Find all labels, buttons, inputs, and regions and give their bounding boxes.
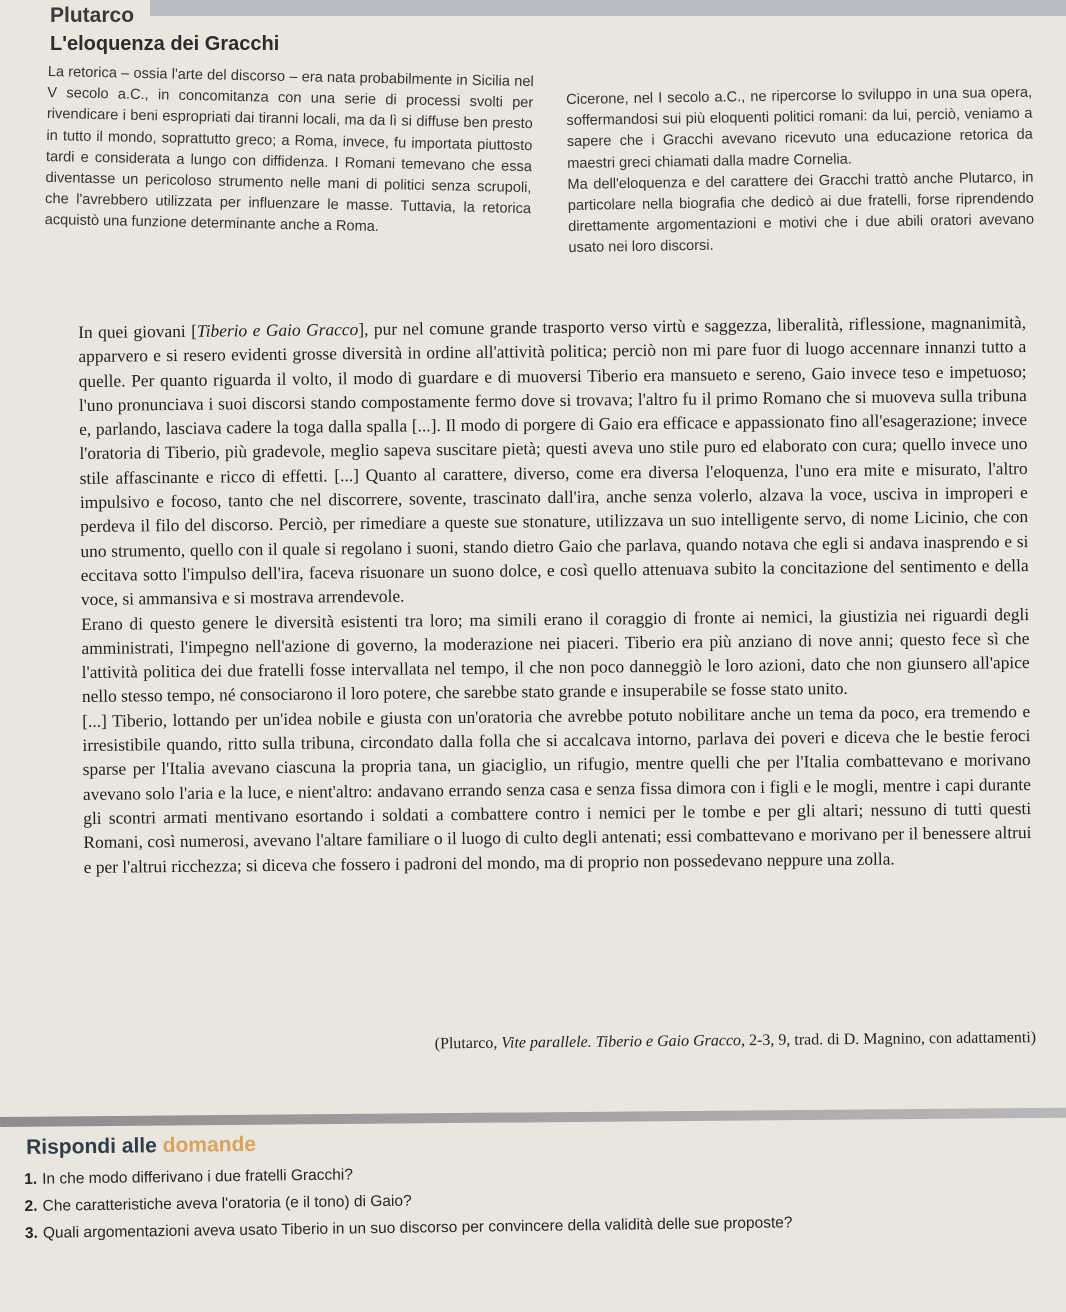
excerpt-text: ], pur nel comune grande trasporto verso virtù e saggezza, liberalità, riflessione, magnanimità, apparvero e si resero evidenti grosse diversità in ordine all'attività politica; perciò non mi pare fuor di luogo accennare innanzi tutto a quelle. Per quanto riguarda il volto, il modo di guardare e di muoversi Tiberio era mansueto e sereno, Gaio invece teso e impetuoso; l'uno pronunciava i suoi discorsi stando compostamente fermo dove si trovava; l'altro fu il primo Romano che si muoveva sulla tribuna e, parlando, lasciava cadere la toga dalla spalla [...]. Il modo di porgere di Gaio era efficace e appassionato fino all'esagerazione; invece l'oratoria di Tiberio, più gradevole, meglio sapeva suscitare pietà; questi aveva uno stile puro ed elaborato con cura; quello invece uno stile affascinante e ricco di effetti. [...] Quanto al carattere, diverso, come era diversa l'eloquenza, l'uno era mite e misurato, l'altro impulsivo e focoso, tanto che nel discorrere, sovente, trascinato dall'ira, anche senza volerlo, alzava la voce, usciva in improperi e perdeva il filo del discorso. Perciò, per rimediare a queste sue stonature, utilizzava un suo intelligente servo, di nome Licinio, che con uno strumento, quello con il quale si regolano i suoni, stando dietro Gaio che parlava, quando notava che egli si andava inasprendo e si eccitava sotto l'impulso dell'ira, faceva risuonare un suono dolce, e così quello attenuava subito la concitazione del sentimento e della voce, si ammansiva e si mostrava arrendevole. bbox=[78, 312, 1029, 610]
excerpt-paragraph: [...] Tiberio, lottando per un'idea nobile e giusta con un'oratoria che avrebbe potuto nobilitare anche un tema da poco, era tremendo e irresistibile quando, ritto sulla tribuna, circondato dalla folla che si accalcava intorno, parlava dei poveri e diceva che le bestie feroci sparse per l'Italia avevano ciascuna la propria tana, un giaciglio, un rifugio, mentre quelli che per l'Italia combattevano e morivano avevano solo l'aria e la luce, e nient'altro: andavano errando senza casa e senza fissa dimora con i figli e le mogli, mentre i capi durante gli scontri armati mentivano esortando i soldati a combattere contro i nemici per le tombe e per gli altari; nessuno di tutti questi Romani, così numerosi, avevano l'altare familiare o il luogo di culto degli antenati; essi combattevano e morivano per il benessere altrui e per l'altrui ricchezza; si diceva che fossero i padroni del mondo, ma di proprio non possedevano neppure una zolla. bbox=[82, 700, 1032, 877]
citation-suffix: , 2-3, 9, trad. di D. Magnino, con adattamenti) bbox=[740, 1029, 1037, 1050]
intro-paragraph: La retorica – ossia l'arte del discorso – era nata probabilmente in Sicilia nel V secolo a.C., in concomitanza con una serie di processi svolti per rivendicare i beni espropriati dai tiranni locali, ma da lì si diffuse ben presto in tutto il mondo, soprattutto greco; a Roma, invece, fu importata piuttosto tardi e considerata a lungo con diffidenza. I Romani temevano che essa diventasse un pericoloso strumento nelle mani di politici senza scrupoli, che l'avrebbero utilizzata per influenzare le masse. Tuttavia, la retorica acquistò una funzione determinante anche a Roma. bbox=[44, 63, 534, 236]
questions-list bbox=[24, 1152, 1025, 1247]
intro-paragraph: Cicerone, nel I secolo a.C., ne ripercorse lo sviluppo in una sua opera, soffermandosi sui più eloquenti politici romani: da lui, perciò, veniamo a sapere che i Gracchi avevano ricevuto una educazione retorica da maestri greci chiamati dalla madre Cornelia. bbox=[566, 84, 1033, 172]
intro-right-column bbox=[566, 83, 1035, 260]
top-color-band bbox=[150, 0, 1066, 16]
author-name: Plutarco bbox=[50, 4, 135, 27]
question-text: Che caratteristiche aveva l'oratoria (e il tono) di Gaio? bbox=[42, 1192, 412, 1215]
question-number: 1. bbox=[24, 1170, 38, 1188]
intro-paragraph: Ma dell'eloquenza e del carattere dei Gracchi trattò anche Plutarco, in particolare nella biografia che dedicò ai due fratelli, forse riprendendo direttamente argomentazioni e motivi che i due abili oratori avevano usato nei loro discorsi. bbox=[567, 169, 1035, 257]
questions-heading bbox=[26, 1133, 256, 1160]
citation-prefix: (Plutarco, bbox=[434, 1034, 502, 1053]
excerpt-text: In quei giovani [ bbox=[78, 320, 198, 342]
question-text: Quali argomentazioni aveva usato Tiberio in un suo discorso per convincere della validità delle sue proposte? bbox=[42, 1214, 793, 1242]
section-divider bbox=[0, 1108, 1066, 1127]
heading-text: Rispondi alle bbox=[26, 1134, 163, 1159]
excerpt-paragraph bbox=[78, 310, 1029, 611]
excerpt-paragraph: Erano di questo genere le diversità esistenti tra loro; ma simili erano il coraggio di fronte ai nemici, la giustizia nei riguardi degli amministrati, l'impegno nell'azione di governo, la moderazione nei piaceri. Tiberio era più anziano di nove anni; questo fece sì che l'attività politica dei due fratelli fosse intervallata nel tempo, il che non poco danneggiò le loro azioni, dato che non giunsero all'apice nello stesso tempo, né consociarono il loro potere, che sarebbe stato grande e insuperabile se fosse stato unito. bbox=[81, 603, 1030, 707]
section-title: L'eloquenza dei Gracchi bbox=[50, 33, 280, 55]
heading-accent-text: domande bbox=[162, 1132, 257, 1158]
source-citation bbox=[376, 1029, 1036, 1054]
question-number: 3. bbox=[24, 1224, 38, 1242]
excerpt-italic-names: Tiberio e Gaio Gracco bbox=[196, 319, 359, 341]
question-text: In che modo differivano i due fratelli Gracchi? bbox=[42, 1166, 354, 1188]
citation-work: Vite parallele. Tiberio e Gaio Gracco bbox=[501, 1032, 742, 1052]
intro-left-column bbox=[44, 62, 533, 242]
question-number: 2. bbox=[24, 1197, 38, 1215]
plutarch-excerpt bbox=[78, 310, 1032, 879]
